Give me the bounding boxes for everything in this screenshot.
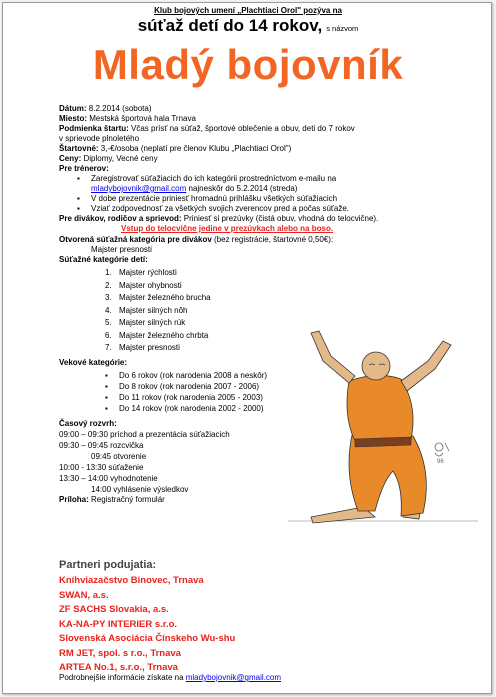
partners-heading: Partneri podujatia: — [59, 559, 157, 571]
age-category-item: ▪ Do 8 rokov (rok narodenia 2007 - 2006) — [59, 381, 449, 392]
invite-main-text: súťaž detí do 14 rokov, — [137, 16, 323, 35]
footer-text: Podrobnejšie informácie získate na — [59, 673, 186, 682]
kids-category-label: Majster železného brucha — [119, 293, 211, 302]
spectators-value: Priniesť si prezúvky (čistá obuv, vhodná do telocvične). — [181, 214, 379, 223]
schedule-row: 10:00 - 13:30 súťaženie — [59, 462, 144, 472]
document-page — [2, 2, 492, 694]
age-category-item: ▪ Do 11 rokov (rok narodenia 2005 - 2003) — [59, 392, 449, 403]
registration-email-link[interactable]: mladybojovnik@gmail.com — [91, 184, 187, 193]
kids-category-label: Majster ohybnosti — [119, 280, 182, 290]
age-categories-heading: Vekové kategórie: — [59, 357, 128, 367]
age-category-item: ▪ Do 6 rokov (rok narodenia 2008 a neskôr) — [59, 370, 449, 381]
place-value: Mestská športová hala Trnava — [87, 114, 196, 123]
kids-category-number: 5. — [105, 318, 112, 327]
kids-category-number: 6. — [105, 330, 112, 340]
trainers-item-3: ▪ Vziať zodpovednosť za všetkých svojich zverencov pred a počas súťaže. — [59, 204, 449, 214]
trainers-item-1-text: Zaregistrovať súťažiacich do ich kategórii prostredníctvom e-mailu na — [91, 174, 337, 183]
partner-item: Kníhviazačstvo Binovec, Trnava — [59, 575, 204, 586]
club-invitation-line: Klub bojových umení „Plachtiaci Orol" pozýva na — [154, 6, 342, 15]
kids-category-item — [59, 292, 449, 305]
trainers-item-1 — [59, 174, 449, 184]
trainers-item-2: ▪ V dobe prezentácie priniesť hromadnú prihlášku všetkých súťažiacich — [59, 194, 449, 204]
condition-value: Včas prísť na súťaž, športové oblečenie a obuv, deti do 7 rokov — [128, 124, 355, 133]
open-category-label: Otvorená súťažná kategória pre divákov — [59, 235, 212, 244]
schedule-heading: Časový rozvrh: — [59, 418, 117, 428]
kids-category-item — [59, 305, 449, 318]
kids-category-label: Majster železného chrbta — [119, 330, 209, 340]
spectators-label: Pre divákov, rodičov a sprievod: — [59, 214, 182, 223]
condition-label: Podmienka štartu: — [59, 124, 129, 133]
kids-category-item — [59, 280, 449, 293]
invite-small-text: s názvom — [326, 24, 359, 33]
partner-item: RM JET, spol. s r.o., Trnava — [59, 647, 181, 659]
trainers-item-1-cont — [59, 184, 449, 194]
open-category-note: (bez registrácie, štartovné 0,50€): — [211, 235, 334, 244]
partner-item: KA-NA-PY INTERIER s.r.o. — [59, 618, 178, 630]
date-value: 8.2.2014 (sobota) — [86, 104, 152, 113]
kids-category-number: 4. — [105, 305, 112, 315]
kids-categories-heading: Súťažné kategórie detí: — [59, 255, 148, 264]
artist-signature-icon — [435, 443, 449, 465]
partner-item: SWAN, a.s. — [59, 589, 109, 601]
event-title: Mladý bojovník — [92, 41, 404, 88]
partner-item: ZF SACHS Slovakia, a.s. — [59, 604, 169, 615]
age-category-item: ▪ Do 14 rokov (rok narodenia 2002 - 2000) — [59, 403, 449, 414]
invite-line — [3, 16, 492, 36]
kids-category-number: 1. — [105, 268, 112, 277]
kids-category-number: 2. — [105, 280, 112, 290]
footer-line — [59, 673, 281, 682]
partner-item: Slovenská Asociácia Čínskeho Wu-shu — [59, 633, 236, 644]
date-label: Dátum: — [59, 104, 87, 113]
kids-category-label: Majster silných rúk — [119, 318, 186, 327]
trainers-heading: Pre trénerov: — [59, 164, 109, 173]
partner-item: ARTEA No.1, s.r.o., Trnava — [59, 662, 178, 673]
attachment-value: Registračný formulár — [88, 494, 165, 504]
prizes-value: Diplomy, Vecné ceny — [81, 154, 158, 163]
kids-category-item — [59, 267, 449, 280]
fee-label: Štartovné: — [59, 144, 99, 153]
footer-email-link[interactable]: mladybojovnik@gmail.com — [185, 673, 281, 682]
kids-category-label: Majster rýchlosti — [119, 268, 177, 277]
footwear-warning: Vstup do telocvične jedine v prezúvkach alebo na boso. — [121, 224, 334, 233]
schedule-row: 13:30 – 14:00 vyhodnotenie — [59, 473, 158, 483]
attachment-label: Príloha: — [59, 494, 89, 504]
condition-value-cont: v sprievode plnoletého — [59, 134, 140, 143]
kung-fu-fighter-illustration — [283, 321, 483, 531]
svg-text:96: 96 — [437, 459, 444, 465]
kids-category-label: Majster silných nôh — [119, 305, 188, 315]
place-label: Miesto: — [59, 114, 87, 123]
kids-category-number: 3. — [105, 293, 112, 302]
schedule-row: 09:00 – 09:30 príchod a prezentácia súťažiacich — [59, 429, 230, 439]
fee-value: 3,-€/osoba (neplatí pre členov Klubu „Plachtiaci Orol") — [98, 144, 292, 153]
kids-category-label: Majster presnosti — [119, 343, 180, 352]
registration-deadline: najneskôr do 5.2.2014 (streda) — [186, 184, 298, 193]
prizes-label: Ceny: — [59, 154, 82, 163]
schedule-row: 09:30 – 09:45 rozcvička — [59, 440, 144, 450]
open-category-item: Majster presnosti — [91, 245, 152, 254]
kids-category-number: 7. — [105, 343, 112, 352]
schedule-row: 09:45 otvorenie — [91, 451, 147, 461]
partners-list — [59, 574, 235, 676]
schedule-row: 14:00 vyhlásenie výsledkov — [91, 484, 189, 494]
